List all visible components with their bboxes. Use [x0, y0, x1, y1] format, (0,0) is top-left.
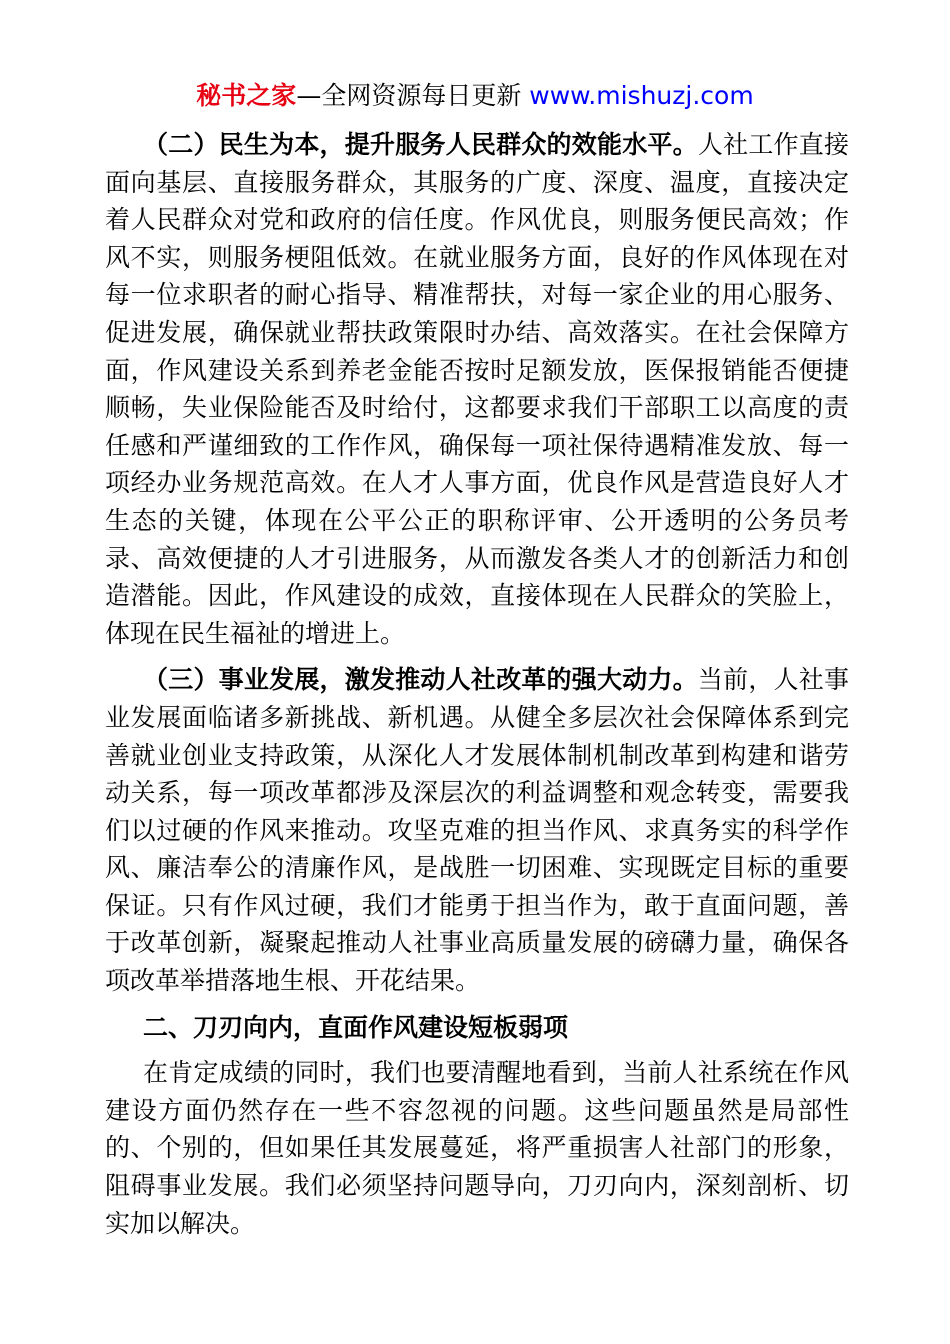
brand-name: 秘书之家 [196, 81, 297, 110]
paragraph-development [105, 661, 849, 999]
paragraph-livelihood [105, 126, 849, 652]
paragraph-text: 当前，人社事业发展面临诸多新挑战、新机遇。从健全多层次社会保障体系到完善就业创业支持政策，从深化人才发展体制机制改革到构建和谐劳动关系，每一项改革都涉及深层次的利益调整和观念转变，需要我们以过硬的作风来推动。攻坚克难的担当作风、求真务实的科学作风、廉洁奉公的清廉作风，是战胜一切困难、实现既定目标的重要保证。只有作风过硬，我们才能勇于担当作为，敢于直面问题，善于改革创新，凝聚起推动人社事业高质量发展的磅礴力量，确保各项改革举措落地生根、开花结果。 [105, 665, 849, 996]
paragraph-heading: （三）事业发展，激发推动人社改革的强大动力。 [143, 665, 698, 695]
paragraph-heading: （二）民生为本，提升服务人民群众的效能水平。 [143, 130, 698, 159]
paragraph-text: 人社工作直接面向基层、直接服务群众，其服务的广度、深度、温度，直接决定着人民群众对党和政府的信任度。作风优良，则服务便民高效；作风不实，则服务梗阻低效。在就业服务方面，良好的作风体现在对每一位求职者的耐心指导、精准帮扶，对每一家企业的用心服务、促进发展，确保就业帮扶政策限时办结、高效落实。在社会保障方面，作风建设关系到养老金能否按时足额发放，医保报销能否便捷顺畅，失业保险能否及时给付，这都要求我们干部职工以高度的责任感和严谨细致的工作作风，确保每一项社保待遇精准发放、每一项经办业务规范高效。在人才人事方面，优良作风是营造良好人才生态的关键，体现在公平公正的职称评审、公开透明的公务员考录、高效便捷的人才引进服务，从而激发各类人才的创新活力和创造潜能。因此，作风建设的成效，直接体现在人民群众的笑脸上，体现在民生福祉的增进上。 [105, 130, 849, 648]
page-header [0, 80, 950, 112]
section-heading [105, 1009, 849, 1047]
paragraph-problems [105, 1054, 849, 1242]
document-body [105, 126, 849, 1242]
paragraph-text: 在肯定成绩的同时，我们也要清醒地看到，当前人社系统在作风建设方面仍然存在一些不容忽视的问题。这些问题虽然是局部性的、个别的，但如果任其发展蔓延，将严重损害人社部门的形象，阻碍事业发展。我们必须坚持问题导向，刀刃向内，深刻剖析、切实加以解决。 [105, 1058, 849, 1238]
website-link[interactable]: www.mishuzj.com [529, 81, 754, 110]
section-heading-text: 二、刀刃向内，直面作风建设短板弱项 [143, 1012, 569, 1042]
header-tagline: —全网资源每日更新 [296, 81, 530, 110]
